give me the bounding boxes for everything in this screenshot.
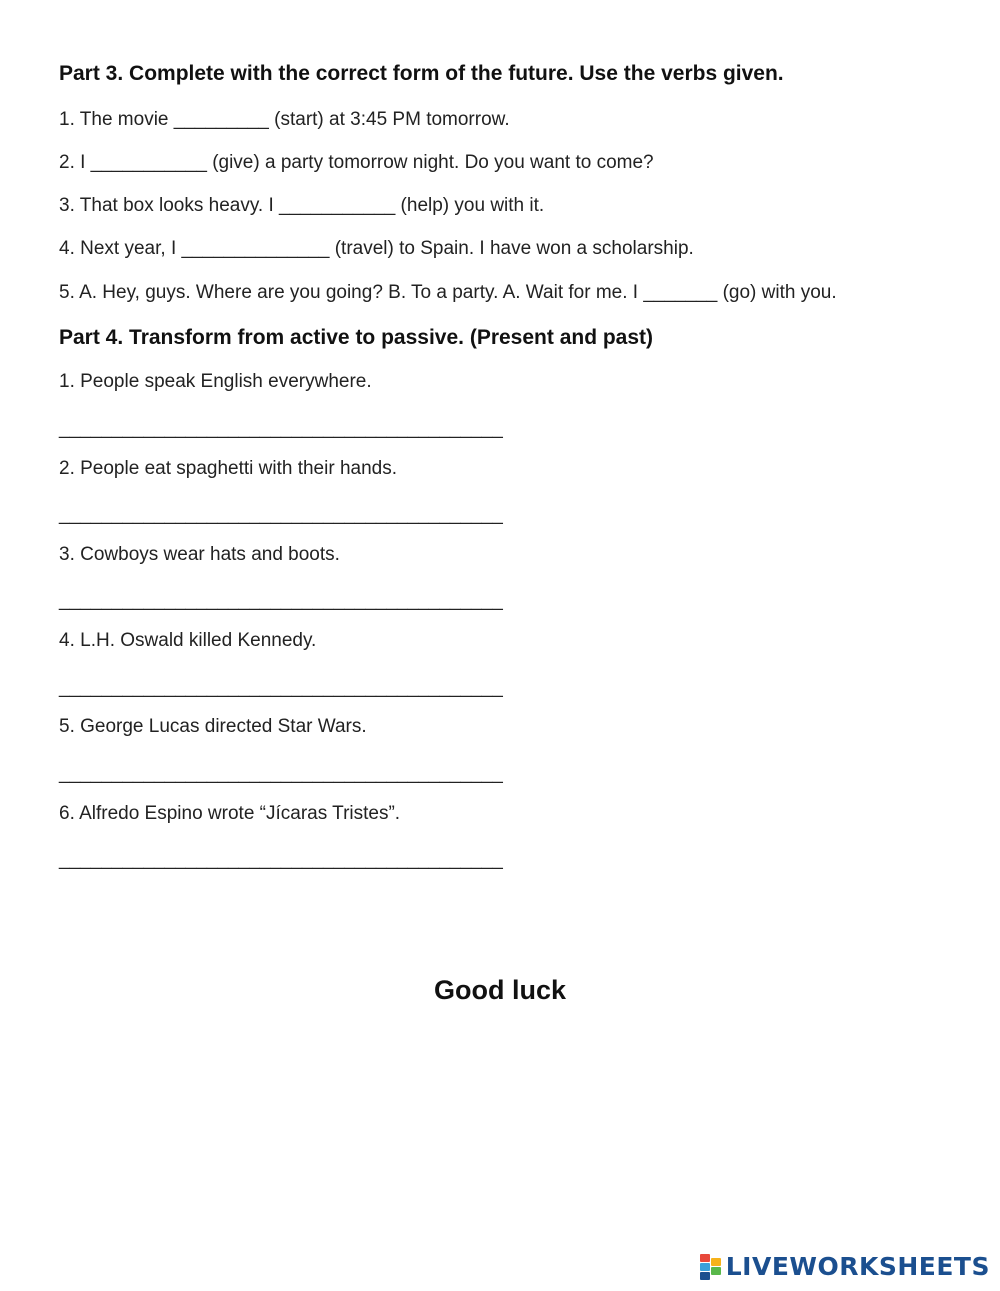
part4-item-2: 2. People eat spaghetti with their hands.: [59, 458, 398, 479]
part3-item-2: 2. I ___________ (give) a party tomorrow night. Do you want to come?: [59, 152, 654, 173]
liveworksheets-logo-icon: [700, 1254, 722, 1280]
part4-item-4: 4. L.H. Oswald killed Kennedy.: [59, 630, 317, 651]
part4-item-1: 1. People speak English everywhere.: [59, 371, 372, 392]
answer-line-6[interactable]: __________________________________________: [59, 849, 503, 870]
answer-line-3[interactable]: __________________________________________: [59, 590, 503, 611]
closing-message: Good luck: [433, 975, 566, 1005]
brand-name: LIVEWORKSHEETS: [725, 1252, 990, 1281]
part3-item-1: 1. The movie _________ (start) at 3:45 PM tomorrow.: [59, 109, 510, 130]
answer-line-4[interactable]: __________________________________________: [59, 677, 503, 698]
answer-line-2[interactable]: __________________________________________: [59, 504, 503, 525]
answer-line-5[interactable]: __________________________________________: [59, 763, 503, 784]
part3-item-3: 3. That box looks heavy. I ___________ (help) you with it.: [59, 195, 545, 216]
brand-logo: [700, 1252, 990, 1281]
part3-item-4: 4. Next year, I ______________ (travel) to Spain. I have won a scholarship.: [59, 238, 694, 259]
part4-item-6: 6. Alfredo Espino wrote “Jícaras Tristes”.: [59, 803, 401, 824]
part4-item-5: 5. George Lucas directed Star Wars.: [59, 716, 367, 737]
part4-heading: Part 4. Transform from active to passive. (Present and past): [59, 326, 654, 349]
answer-line-1[interactable]: __________________________________________: [59, 418, 503, 439]
part3-heading: Part 3. Complete with the correct form of the future. Use the verbs given.: [59, 62, 784, 85]
part3-item-5: 5. A. Hey, guys. Where are you going? B. To a party. A. Wait for me. I _______ (go) with you.: [59, 282, 837, 303]
part4-item-3: 3. Cowboys wear hats and boots.: [59, 544, 340, 565]
